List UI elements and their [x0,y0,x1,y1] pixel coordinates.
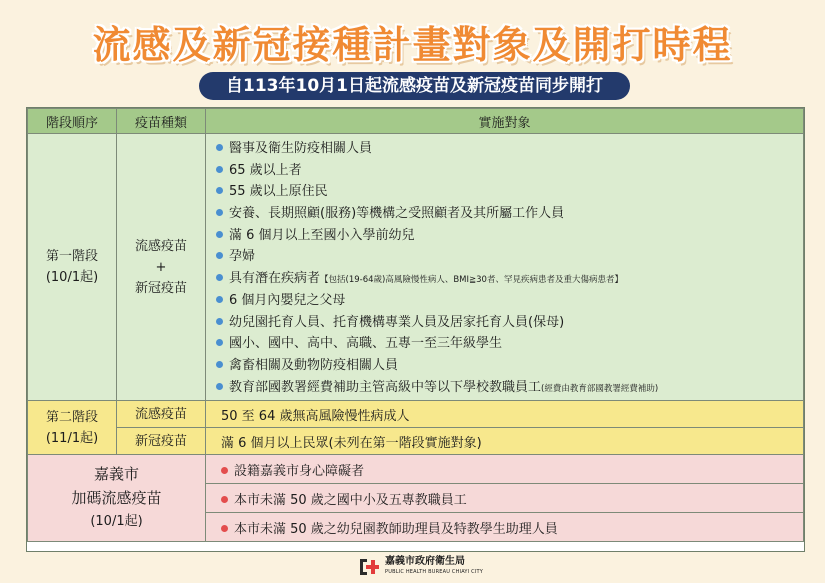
list-item: 65 歲以上者 [216,160,803,182]
phase2-target-covid: 滿 6 個月以上民眾(未列在第一階段實施對象) [206,428,804,455]
bullet-icon [216,361,223,368]
bullet-icon [216,231,223,238]
bullet-icon [216,252,223,259]
phase1-vaccines [117,134,206,401]
bullet-icon [216,383,223,390]
bullet-icon [216,187,223,194]
list-item: 孕婦 [216,246,803,268]
bonus-city: 嘉義市 [93,465,139,484]
list-item: 禽畜相關及動物防疫相關人員 [216,355,803,377]
phase2-name: 第二階段 [45,409,98,425]
schedule-banner: 自113年10月1日起流感疫苗及新冠疫苗同步開打 [199,72,630,100]
phase1-name: 第一階段 [45,249,98,265]
footer-org-english: PUBLIC HEALTH BUREAU CHIAYI CITY [385,569,484,575]
phase2-row-flu [28,401,804,428]
list-item: 幼兒園托育人員、托育機構專業人員及居家托育人員(保母) [216,312,803,334]
table-header-row [28,109,804,134]
funding-note: (經費由教育部國教署經費補助) [541,383,659,394]
list-item: 滿 6 個月以上至國小入學前幼兒 [216,225,803,247]
list-item: 具有潛在疾病者【包括(19-64歲)高風險慢性病人、BMI≧30者、罕見疾病患者及重大傷病患者】 [216,268,803,290]
header-vaccine: 疫苗種類 [117,109,206,134]
schedule-table [27,108,804,542]
chronic-disease-note: 【包括(19-64歲)高風險慢性病人、BMI≧30者、罕見疾病患者及重大傷病患者】 [320,275,623,286]
bullet-icon [216,209,223,216]
bullet-icon [221,496,228,503]
bonus-target-1: 設籍嘉義市身心障礙者 [206,455,804,484]
page-title: 流感及新冠接種計畫對象及開打時程 [92,23,733,67]
phase2-date: (11/1起) [45,430,99,446]
list-item: 安養、長期照顧(服務)等機構之受照顧者及其所屬工作人員 [216,203,803,225]
phase1-vaccine-covid: 新冠疫苗 [134,280,187,296]
bullet-icon [216,339,223,346]
health-bureau-logo-icon [359,557,379,577]
bullet-icon [216,166,223,173]
phase1-targets [206,134,804,401]
footer-org-name: 嘉義市政府衛生局 [385,556,465,567]
header-phase: 階段順序 [28,109,117,134]
bonus-title: 加碼流感疫苗 [71,489,162,508]
bullet-icon [221,525,228,532]
bonus-label [28,455,206,542]
bullet-icon [216,296,223,303]
footer-logo-block [359,555,483,579]
bullet-icon [221,467,228,474]
phase2-target-flu: 50 至 64 歲無高風險慢性病成人 [206,401,804,428]
list-item: 醫事及衛生防疫相關人員 [216,138,803,160]
phase1-vaccine-flu: 流感疫苗 [134,238,187,254]
bullet-icon [216,318,223,325]
bonus-date: (10/1起) [90,514,143,530]
phase1-plus: + [155,259,167,275]
phase2-label [28,401,117,455]
bonus-target-3: 本市未滿 50 歲之幼兒園教師助理員及特教學生助理人員 [206,513,804,542]
bonus-target-2: 本市未滿 50 歲之國中小及五專教職員工 [206,484,804,513]
phase1-target-list [206,134,803,400]
phase2-row-covid [28,428,804,455]
phase2-vaccine-flu: 流感疫苗 [117,401,206,428]
bonus-row-1 [28,455,804,484]
list-item: 6 個月內嬰兒之父母 [216,290,803,312]
bullet-icon [216,144,223,151]
header-target: 實施對象 [206,109,804,134]
list-item: 國小、國中、高中、高職、五專一至三年級學生 [216,333,803,355]
phase1-label [28,134,117,401]
phase2-vaccine-covid: 新冠疫苗 [117,428,206,455]
bullet-icon [216,274,223,281]
list-item: 教育部國教署經費補助主管高級中等以下學校教職員工(經費由教育部國教署經費補助) [216,377,803,399]
list-item: 55 歲以上原住民 [216,181,803,203]
phase1-date: (10/1起) [45,270,99,286]
phase1-row [28,134,804,401]
